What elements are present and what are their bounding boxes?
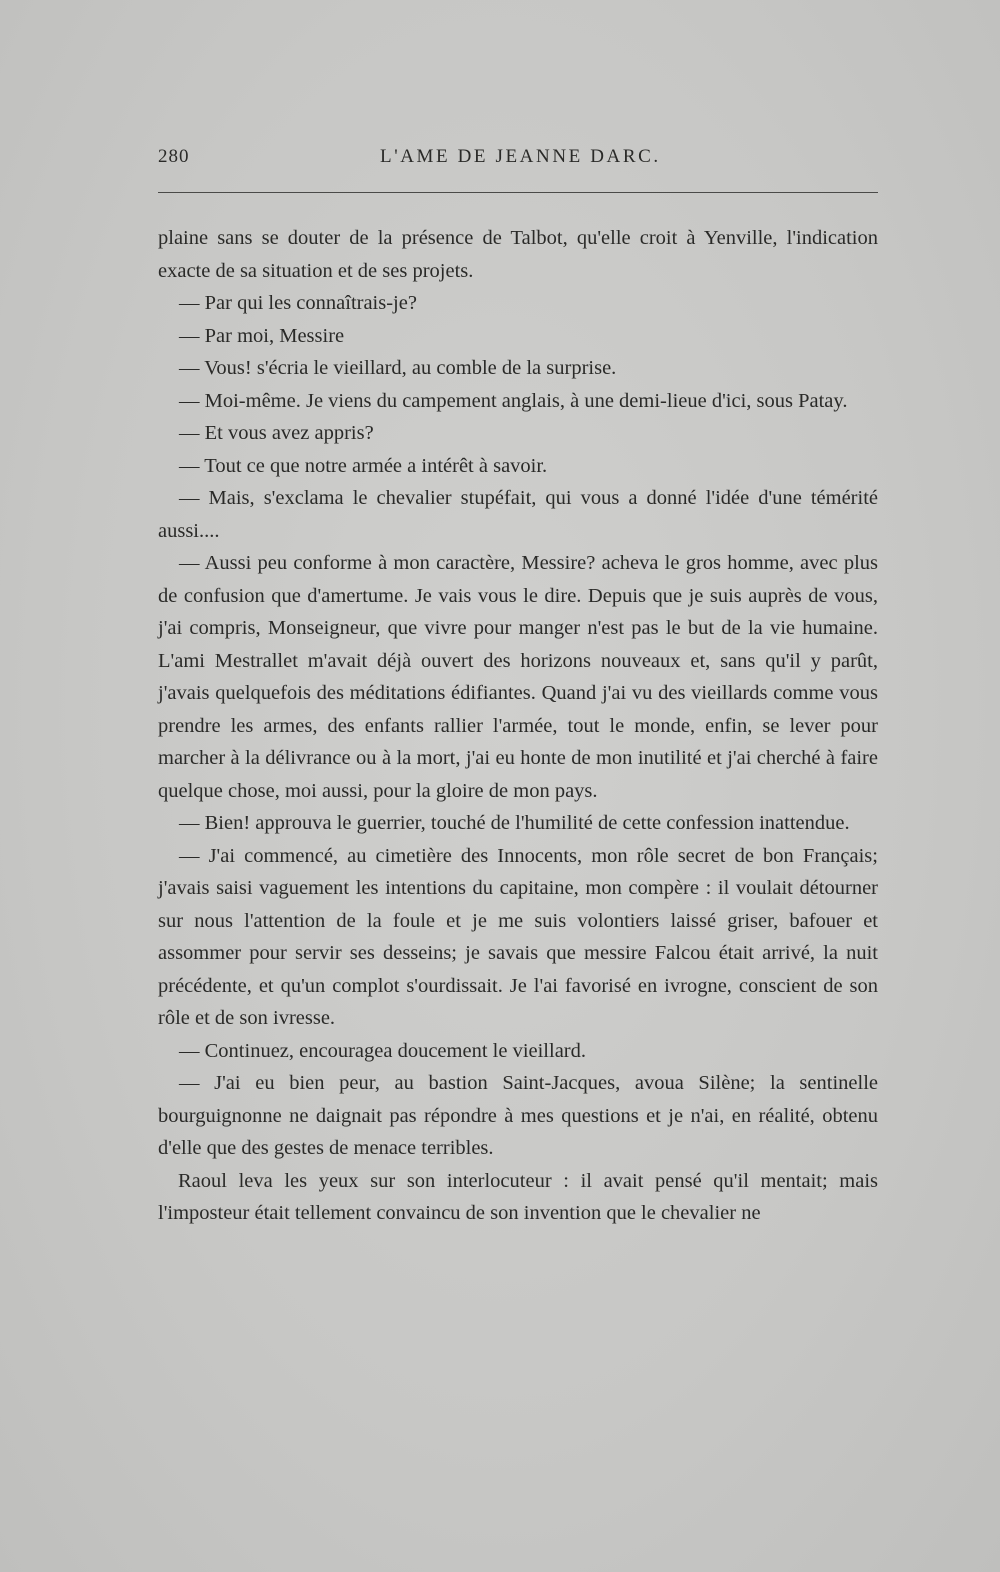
dialogue-line: — Par moi, Messire (179, 324, 345, 347)
dialogue-line: — J'ai eu bien peur, au bastion Saint-Jacques, avoua Silène; la sentinelle bourguignonne ne daignait pas répondre à mes questions et je n'ai, en réalité, obtenu d'elle que des gestes de menace terribles. (158, 1072, 878, 1159)
dialogue-line: — Continuez, encouragea doucement le vieillard. (179, 1039, 586, 1062)
paragraph-continuation: plaine sans se douter de la présence de Talbot, qu'elle croit à Yenville, l'indication exacte de sa situation et de ses projets. (158, 227, 878, 282)
page-body (158, 222, 878, 1230)
narrative-paragraph: Raoul leva les yeux sur son interlocuteur : il avait pensé qu'il mentait; mais l'imposteur était tellement convaincu de son invention que le chevalier ne (158, 1169, 878, 1224)
running-title: L'AME DE JEANNE DARC. (380, 146, 661, 167)
dialogue-line: — Et vous avez appris? (179, 422, 374, 444)
page-header (158, 146, 878, 176)
dialogue-line: — Aussi peu conforme à mon caractère, Messire? acheva le gros homme, avec plus de confusion que d'amertume. Je vais vous le dire. Depuis que je suis auprès de vous, j'ai compris, Monseigneur, que vivre pour manger n'est pas le but de la vie humaine. L'ami Mestrallet m'avait déjà ouvert des horizons nouveaux et, sans qu'il y parût, j'avais quelquefois des méditations édifiantes. Quand j'ai vu des vieillards comme vous prendre les armes, des enfants rallier l'armée, tout le monde, enfin, se lever pour marcher à la délivrance ou à la mort, j'ai eu honte de mon inutilité et j'ai cherché à faire quelque chose, moi aussi, pour la gloire de mon pays. (158, 552, 878, 802)
dialogue-line: — Mais, s'exclama le chevalier stupéfait, qui vous a donné l'idée d'une témérité aussi.... (158, 487, 878, 542)
dialogue-line: — Moi-même. Je viens du campement anglais, à une demi-lieue d'ici, sous Patay. (179, 389, 848, 412)
dialogue-line: — J'ai commencé, au cimetière des Innocents, mon rôle secret de bon Français; j'avais saisi vaguement les intentions du capitaine, mon compère : il voulait détourner sur nous l'attention de la foule et je me suis volontiers laissé griser, bafouer et assommer pour servir ses desseins; je savais que messire Falcou était arrivé, la nuit précédente, et qu'un complot s'ourdissait. Je l'ai favorisé en ivrogne, conscient de son rôle et de son ivresse. (158, 844, 878, 1029)
dialogue-line: — Bien! approuva le guerrier, touché de l'humilité de cette confession inattendue. (179, 812, 850, 834)
dialogue-line: — Tout ce que notre armée a intérêt à savoir. (179, 454, 548, 477)
page-number: 280 (158, 146, 190, 167)
dialogue-line: — Par qui les connaîtrais-je? (179, 292, 417, 314)
header-rule (158, 192, 878, 193)
dialogue-line: — Vous! s'écria le vieillard, au comble de la surprise. (179, 357, 617, 379)
